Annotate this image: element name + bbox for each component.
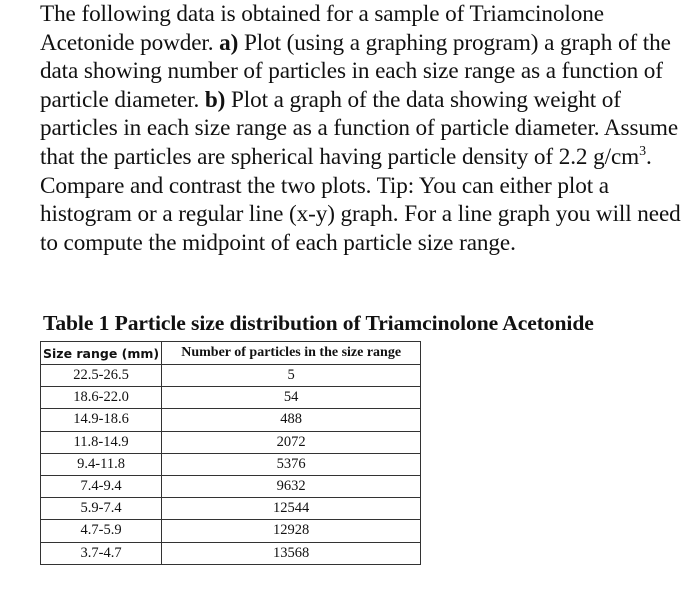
table-row [41,409,421,431]
part-b-text: Plot a graph of the data showing weight of particles in each size range as a function of particle diameter. Assume that the particles are spherical having particle density of 2.2 g/cm [40,86,679,170]
particle-count-cell: 9632 [162,475,421,497]
particle-count-cell: 13568 [162,542,421,564]
particle-count-cell: 5 [162,365,421,387]
table-row [41,498,421,520]
table-row [41,520,421,542]
size-range-cell: 14.9-18.6 [41,409,162,431]
table-caption: Table 1 Particle size distribution of Triamcinolone Acetonide [43,311,594,335]
size-range-cell: 22.5-26.5 [41,365,162,387]
table-row [41,475,421,497]
part-a-label: a) [219,29,239,56]
table-row [41,542,421,564]
table-row [41,431,421,453]
part-a-text: Plot (using a graphing program) a graph of the data showing number of particles in each size range as a function of particle diameter. [40,29,671,113]
particle-count-cell: 12928 [162,520,421,542]
table-row [41,387,421,409]
table-row [41,453,421,475]
size-range-cell: 9.4-11.8 [41,453,162,475]
problem-intro: The following data is obtained for a sample of Triamcinolone Acetonide powder. [40,1,604,56]
size-range-cell: 11.8-14.9 [41,431,162,453]
particle-count-cell: 2072 [162,431,421,453]
table-row [41,365,421,387]
size-range-cell: 18.6-22.0 [41,387,162,409]
size-range-cell: 4.7-5.9 [41,520,162,542]
particle-count-cell: 488 [162,409,421,431]
particle-size-table [40,341,421,565]
size-range-cell: 3.7-4.7 [41,542,162,564]
size-range-cell: 5.9-7.4 [41,498,162,520]
problem-statement [40,0,692,257]
particle-count-cell: 5376 [162,453,421,475]
particle-count-cell: 12544 [162,498,421,520]
particle-count-cell: 54 [162,387,421,409]
header-particle-count: Number of particles in the size range [162,342,421,365]
header-size-range: Size range (mm) [41,342,162,365]
density-exponent: 3 [639,143,646,159]
table-header-row [41,342,421,365]
problem-closing: . Compare and contrast the two plots. Tip: You can either plot a histogram or a regular line (x-y) graph. For a line graph you will need to compute the midpoint of each particle size range. [40,143,681,256]
size-range-cell: 7.4-9.4 [41,475,162,497]
part-b-label: b) [204,86,226,113]
